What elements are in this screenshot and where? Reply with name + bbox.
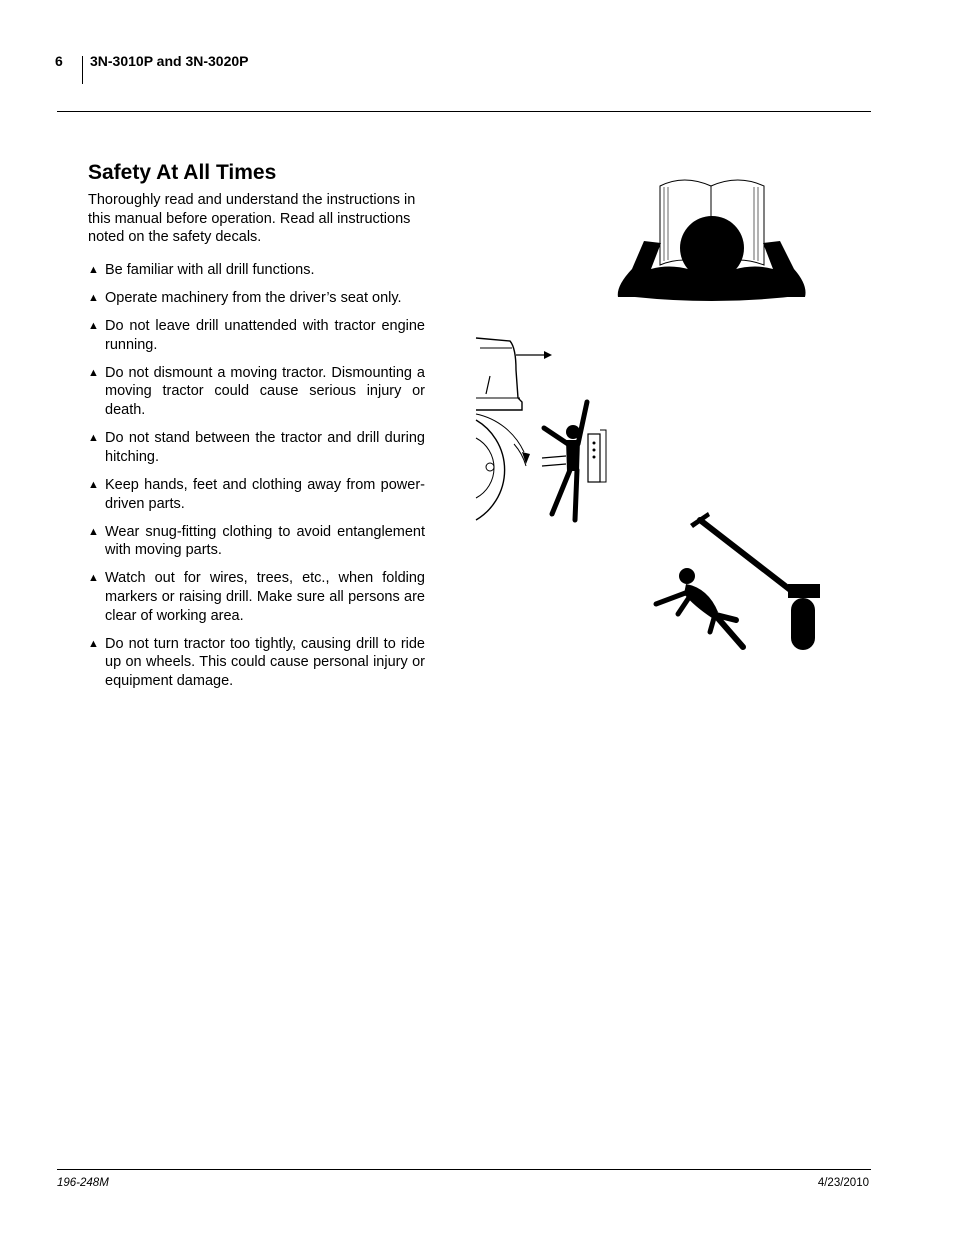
page-number: 6 xyxy=(55,53,63,69)
document-date: 4/23/2010 xyxy=(817,1177,869,1189)
list-item-text: Be familiar with all drill functions. xyxy=(105,262,315,278)
intro-paragraph: Thoroughly read and understand the instructions in this manual before operation. Read all instructions noted on the safety decals. xyxy=(88,192,416,246)
document-title: 3N-3010P and 3N-3020P xyxy=(90,53,249,69)
triangle-bullet-icon: ▲ xyxy=(88,525,99,538)
list-item-text: Wear snug-fitting clothing to avoid entanglement with moving parts. xyxy=(105,523,425,559)
list-item-text: Do not leave drill unattended with tractor engine running. xyxy=(105,318,425,353)
triangle-bullet-icon: ▲ xyxy=(88,432,99,445)
header-divider xyxy=(82,56,83,84)
triangle-bullet-icon: ▲ xyxy=(88,320,99,332)
hitching-hazard-icon xyxy=(474,336,614,526)
safety-bullet-list xyxy=(88,261,425,700)
section-heading: Safety At All Times xyxy=(88,161,277,184)
triangle-bullet-icon: ▲ xyxy=(88,478,99,491)
marker-hazard-icon xyxy=(650,510,825,655)
triangle-bullet-icon: ▲ xyxy=(88,572,99,585)
triangle-bullet-icon: ▲ xyxy=(88,264,99,276)
document-number: 196-248M xyxy=(57,1177,109,1189)
triangle-bullet-icon: ▲ xyxy=(88,637,99,650)
list-item xyxy=(88,476,425,513)
footer-rule xyxy=(57,1169,871,1170)
list-item xyxy=(88,317,425,354)
list-item-text: Do not turn tractor too tightly, causing drill to ride up on wheels. This could cause personal injury or equipment damage. xyxy=(105,635,425,690)
list-item-text: Do not dismount a moving tractor. Dismounting a moving tractor could cause serious injury or death. xyxy=(105,364,425,419)
list-item-text: Do not stand between the tractor and drill during hitching. xyxy=(105,430,425,465)
list-item-text: Watch out for wires, trees, etc., when folding markers or raising drill. Make sure all persons are clear of working area. xyxy=(105,570,425,624)
list-item xyxy=(88,289,425,308)
header-rule xyxy=(57,111,871,112)
person-reading-manual-icon xyxy=(612,173,812,308)
list-item xyxy=(88,429,425,466)
list-item xyxy=(88,261,425,280)
list-item xyxy=(88,569,425,625)
triangle-bullet-icon: ▲ xyxy=(88,292,99,304)
list-item xyxy=(88,635,425,691)
list-item xyxy=(88,523,425,560)
triangle-bullet-icon: ▲ xyxy=(88,366,99,379)
list-item xyxy=(88,364,425,420)
list-item-text: Keep hands, feet and clothing away from power-driven parts. xyxy=(105,476,425,512)
list-item-text: Operate machinery from the driver’s seat only. xyxy=(105,290,402,306)
